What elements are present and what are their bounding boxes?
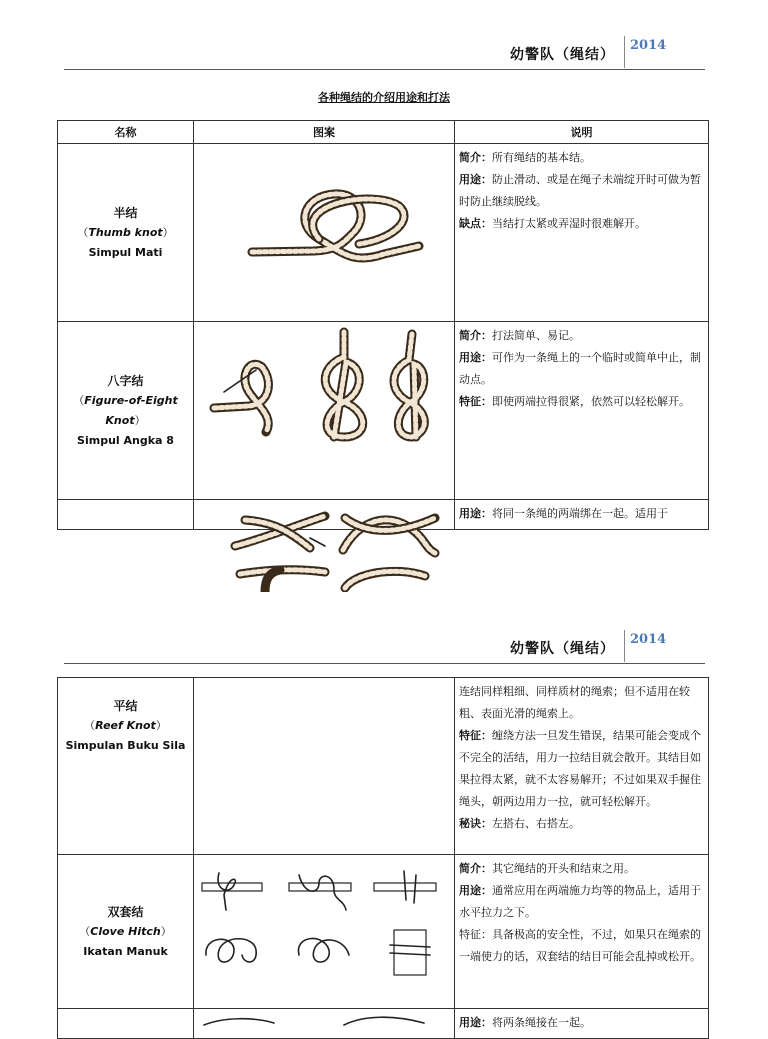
knot-description-cell: [455, 855, 709, 1009]
desc-text: 缠绕方法一旦发生错误，结果可能会变成个不完全的活结，用力一拉结目就会散开。其结目如果拉得太紧，就不太容易解开；不过如果双手握住绳头，朝两边用力一拉，就可轻松解开。: [459, 729, 701, 808]
header-rule: [64, 69, 705, 70]
desc-label: 简介：: [459, 151, 492, 164]
knot-name-ms: Simpul Angka 8: [77, 433, 174, 447]
desc-text: 打法简单、易记。: [492, 329, 580, 342]
paren-open: （: [77, 225, 89, 239]
table-row: [58, 855, 709, 1009]
paren-close: ）: [160, 924, 172, 938]
paren-open: （: [79, 924, 91, 938]
knot-description-cell: [455, 678, 709, 855]
desc-label: 特征：: [459, 395, 492, 408]
header-title: 幼警队（绳结）: [510, 641, 615, 657]
table-row: [58, 678, 709, 855]
desc-label: 用途：: [459, 173, 492, 186]
thumb-knot-illustration: [194, 144, 453, 318]
knot-name-zh: 平结: [113, 699, 138, 713]
clove-hitch-illustration: [194, 855, 453, 1005]
knot-name-ms: Ikatan Manuk: [83, 944, 168, 958]
desc-label: 用途：: [459, 1016, 492, 1029]
column-header-description: 说明: [455, 121, 709, 144]
desc-text: 防止滑动、或是在绳子未端绽开时可做为暂时防止继续脱线。: [459, 173, 701, 208]
knot-name-en: Figure-of-Eight Knot: [84, 393, 178, 427]
desc-text: 左搭右、右搭左。: [492, 817, 580, 830]
desc-text: 可作为一条绳上的一个临时或简单中止，制动点。: [459, 351, 701, 386]
desc-label: 简介：: [459, 329, 492, 342]
desc-label: 用途：: [459, 884, 492, 897]
knot-name-ms: Simpulan Buku Sila: [65, 739, 186, 752]
knot-description-cell: [455, 144, 709, 322]
knot-name-en: Clove Hitch: [90, 924, 161, 938]
desc-text: 连结同样粗细、同样质材的绳索；但不适用在较粗、表面光滑的绳索上。: [459, 685, 690, 720]
knot-name-en: Thumb knot: [88, 225, 163, 239]
document-title: 各种绳结的介绍用途和打法: [318, 91, 450, 104]
desc-text: 当结打太紧或弄湿时很难解开。: [492, 217, 646, 230]
reef-knot-illustration: [225, 498, 457, 592]
knot-name-cell: [58, 678, 194, 855]
knot-illustration-cell: [194, 322, 455, 500]
desc-text: 所有绳结的基本结。: [492, 151, 591, 164]
header-year: 2014: [630, 632, 667, 647]
knot-table: [57, 120, 709, 530]
table-row: [58, 144, 709, 322]
header-divider: [624, 630, 625, 662]
header-title: 幼警队（绳结）: [510, 47, 615, 63]
desc-label: 用途：: [459, 351, 492, 364]
desc-label: 简介：: [459, 862, 492, 875]
knot-name-zh: 半结: [113, 205, 138, 220]
knot-name-ms: Simpul Mati: [88, 245, 163, 259]
desc-text: 将同一条绳的两端绑在一起。适用于: [492, 507, 668, 520]
header-year: 2014: [630, 38, 667, 53]
knot-illustration-cell: [194, 855, 455, 1009]
knot-illustration-cell: [194, 144, 455, 322]
paren-open: （: [84, 719, 96, 732]
desc-label: 特征：: [459, 729, 492, 742]
knot-name-cell: [58, 322, 194, 500]
sheet-bend-illustration: [194, 1009, 453, 1033]
knot-name-cell: [58, 144, 194, 322]
table-row: [58, 322, 709, 500]
paren-close: ）: [162, 225, 174, 239]
knot-name-cell: [58, 855, 194, 1009]
paren-open: （: [73, 393, 85, 407]
desc-text: 特征：具备极高的安全性，不过，如果只在绳索的一端使力的话，双套结的结目可能会乱掉或松开。: [459, 928, 701, 963]
knot-description-cell: [455, 500, 709, 530]
desc-label: 缺点：: [459, 217, 492, 230]
desc-text: 将两条绳接在一起。: [492, 1016, 591, 1029]
paren-close: ）: [155, 719, 167, 732]
knot-name-cell: [58, 500, 194, 530]
column-header-name: 名称: [58, 121, 194, 144]
knot-name-en: Reef Knot: [95, 719, 156, 732]
header-rule: [64, 663, 705, 664]
knot-name-zh: 双套结: [107, 904, 144, 919]
figure-eight-illustration: [194, 322, 453, 496]
header-divider: [624, 36, 625, 68]
column-header-illustration: 图案: [194, 121, 455, 144]
desc-text: 即使两端拉得很紧，依然可以轻松解开。: [492, 395, 690, 408]
desc-text: 其它绳结的开头和结束之用。: [492, 862, 635, 875]
knot-table-continued: [57, 677, 709, 1039]
knot-name-zh: 八字结: [107, 373, 144, 388]
knot-description-cell: [455, 322, 709, 500]
desc-text: 通常应用在两端施力均等的物品上，适用于水平拉力之下。: [459, 884, 701, 919]
desc-label: 秘诀：: [459, 817, 492, 830]
paren-close: ）: [134, 413, 146, 427]
desc-label: 用途：: [459, 507, 492, 520]
knot-illustration-cell: [194, 678, 455, 855]
